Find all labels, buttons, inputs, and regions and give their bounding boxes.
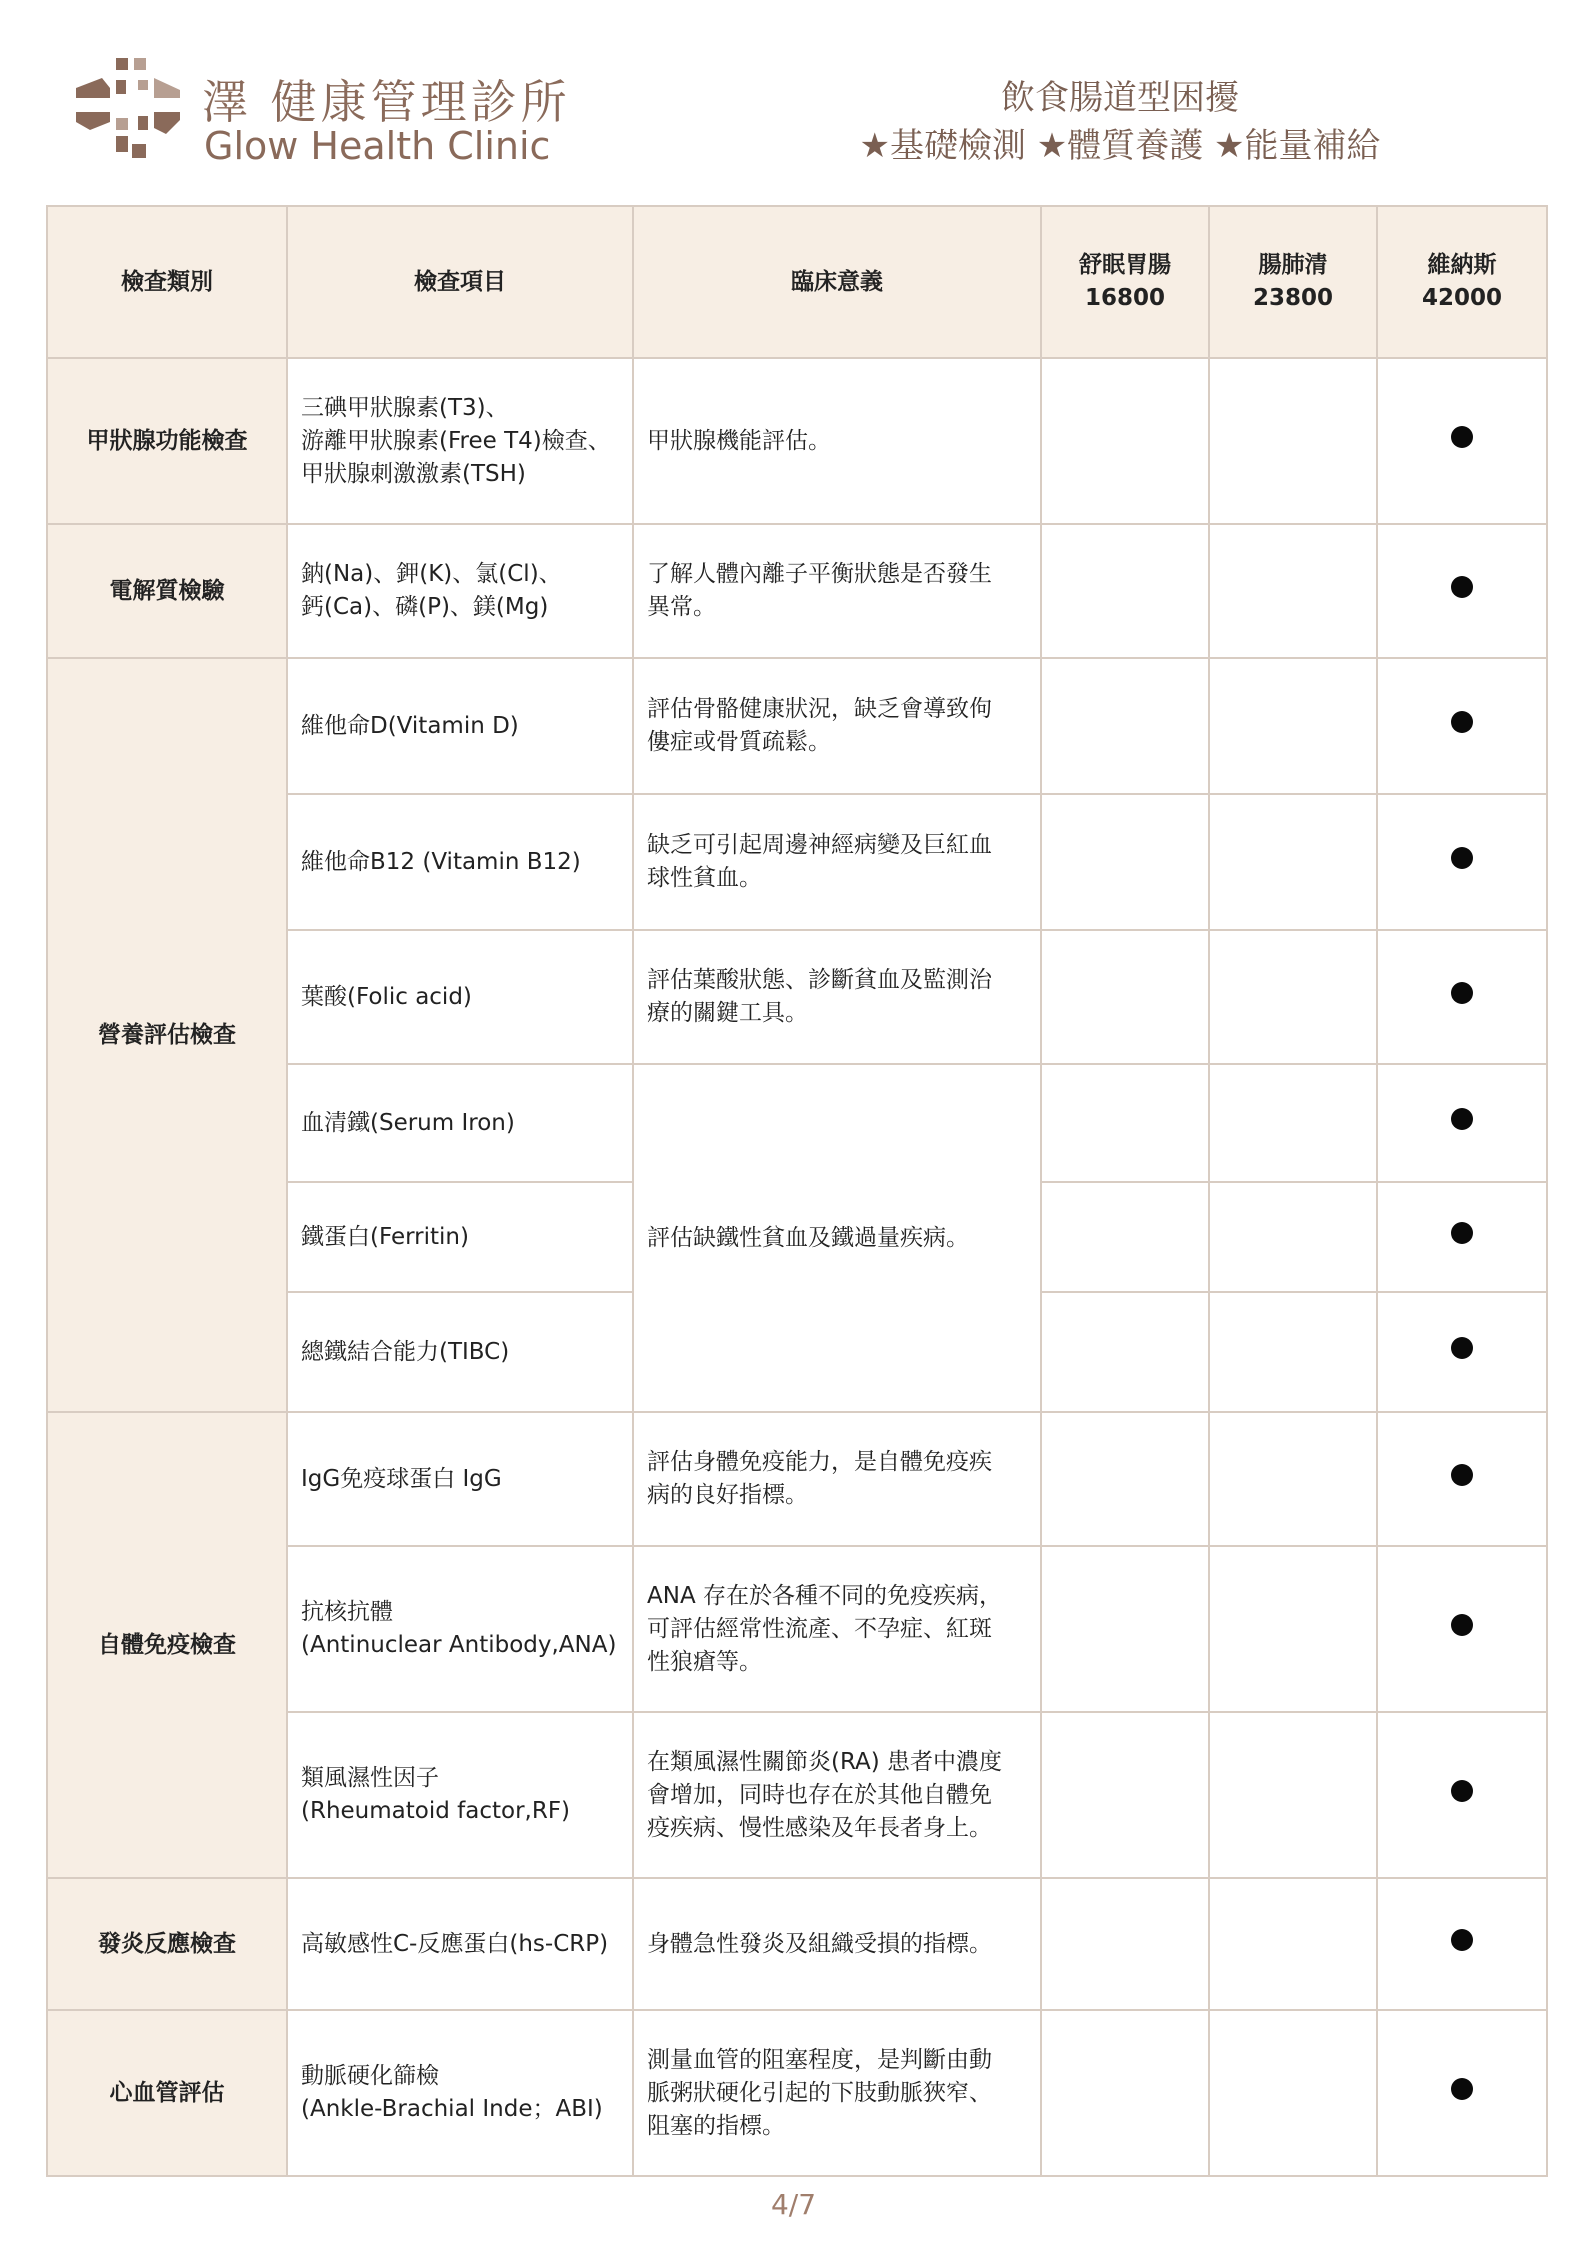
item-line: 類風濕性因子 xyxy=(301,1765,439,1791)
plan-3-cell xyxy=(1377,1292,1547,1412)
meaning-cell xyxy=(633,2010,1041,2176)
item-cell xyxy=(287,1712,633,1878)
plan-2-cell xyxy=(1209,1546,1377,1712)
meaning-cell xyxy=(633,1412,1041,1546)
plan-name: 腸肺清 xyxy=(1258,252,1328,278)
meaning-line: 評估缺鐵性貧血及鐵過量疾病。 xyxy=(647,1224,969,1251)
plan-2-cell xyxy=(1209,1712,1377,1878)
included-dot-icon xyxy=(1451,1614,1473,1636)
item-cell xyxy=(287,1878,633,2010)
item-line: 游離甲狀腺素(Free T4)檢查、 xyxy=(301,427,611,454)
item-line: (Ankle-Brachial Inde；ABI) xyxy=(301,2096,603,2122)
category-cell: 心血管評估 xyxy=(47,2010,287,2176)
table-row xyxy=(47,358,1547,524)
item-line: 維他命B12 (Vitamin B12) xyxy=(301,848,581,875)
meaning-line: 缺乏可引起周邊神經病變及巨紅血 xyxy=(647,832,992,858)
plan-2-cell xyxy=(1209,2010,1377,2176)
meaning-cell xyxy=(633,1064,1041,1412)
plan-1-cell xyxy=(1041,1878,1209,2010)
plan-1-cell xyxy=(1041,1182,1209,1292)
table-header-row xyxy=(47,206,1547,358)
plan-2-cell xyxy=(1209,1064,1377,1182)
item-line: 高敏感性C-反應蛋白(hs-CRP) xyxy=(301,1930,609,1957)
category-cell: 發炎反應檢查 xyxy=(47,1878,287,2010)
plan-3-cell xyxy=(1377,658,1547,794)
col-header-item: 檢查項目 xyxy=(287,206,633,358)
plan-1-cell xyxy=(1041,1412,1209,1546)
included-dot-icon xyxy=(1451,982,1473,1004)
meaning-line: 評估身體免疫能力，是自體免疫疾 xyxy=(647,1449,992,1475)
meaning-cell xyxy=(633,1546,1041,1712)
plan-name: 維納斯 xyxy=(1427,252,1497,278)
item-line: 總鐵結合能力(TIBC) xyxy=(301,1338,510,1365)
meaning-line: 療的關鍵工具。 xyxy=(647,1000,808,1026)
plan-2-cell xyxy=(1209,930,1377,1064)
item-line: 葉酸(Folic acid) xyxy=(301,983,472,1010)
plan-1-cell xyxy=(1041,1064,1209,1182)
item-cell xyxy=(287,930,633,1064)
plan-price: 23800 xyxy=(1252,285,1334,311)
plan-3-cell xyxy=(1377,1182,1547,1292)
included-dot-icon xyxy=(1451,1929,1473,1951)
plan-3-cell xyxy=(1377,2010,1547,2176)
included-dot-icon xyxy=(1451,1222,1473,1244)
col-header-plan-1 xyxy=(1041,206,1209,358)
col-header-plan-2 xyxy=(1209,206,1377,358)
plan-1-cell xyxy=(1041,930,1209,1064)
item-cell xyxy=(287,524,633,658)
included-dot-icon xyxy=(1451,1108,1473,1130)
category-cell: 營養評估檢查 xyxy=(47,658,287,1412)
plan-1-cell xyxy=(1041,524,1209,658)
plan-3-cell xyxy=(1377,930,1547,1064)
plan-3-cell xyxy=(1377,1412,1547,1546)
table-row xyxy=(47,524,1547,658)
plan-1-cell xyxy=(1041,358,1209,524)
plan-2-cell xyxy=(1209,358,1377,524)
clinic-name-en: Glow Health Clinic xyxy=(204,124,551,168)
plan-3-cell xyxy=(1377,1712,1547,1878)
plan-3-cell xyxy=(1377,794,1547,930)
table-row xyxy=(47,2010,1547,2176)
item-cell xyxy=(287,1292,633,1412)
plan-2-cell xyxy=(1209,1412,1377,1546)
meaning-line: 球性貧血。 xyxy=(647,865,762,891)
item-line: (Rheumatoid factor,RF) xyxy=(301,1798,571,1824)
item-cell xyxy=(287,358,633,524)
col-header-meaning: 臨床意義 xyxy=(633,206,1041,358)
item-line: 動脈硬化篩檢 xyxy=(301,2063,439,2089)
clinic-name-zh: 澤 健康管理診所 xyxy=(202,75,571,129)
included-dot-icon xyxy=(1451,576,1473,598)
item-line: 鈉(Na)、鉀(K)、氯(Cl)、 xyxy=(301,561,562,587)
item-line: 鐵蛋白(Ferritin) xyxy=(301,1223,469,1250)
included-dot-icon xyxy=(1451,426,1473,448)
plan-3-cell xyxy=(1377,1878,1547,2010)
item-cell xyxy=(287,1064,633,1182)
meaning-line: 病的良好指標。 xyxy=(647,1482,808,1508)
page-number: 4/7 xyxy=(770,2188,817,2221)
plan-2-cell xyxy=(1209,1292,1377,1412)
plan-3-cell xyxy=(1377,358,1547,524)
meaning-line: 異常。 xyxy=(647,594,716,620)
item-line: IgG免疫球蛋白 IgG xyxy=(301,1465,502,1492)
item-cell xyxy=(287,2010,633,2176)
meaning-line: ANA 存在於各種不同的免疫疾病， xyxy=(647,1582,1002,1609)
included-dot-icon xyxy=(1451,2078,1473,2100)
plan-1-cell xyxy=(1041,1292,1209,1412)
plan-2-cell xyxy=(1209,1878,1377,2010)
included-dot-icon xyxy=(1451,1780,1473,1802)
page-header xyxy=(0,0,1587,200)
included-dot-icon xyxy=(1451,1464,1473,1486)
item-line: 三碘甲狀腺素(T3)、 xyxy=(301,394,509,421)
meaning-line: 可評估經常性流產、不孕症、紅斑 xyxy=(647,1615,992,1642)
table-row xyxy=(47,1412,1547,1546)
meaning-line: 在類風濕性關節炎(RA) 患者中濃度 xyxy=(647,1748,1003,1775)
meaning-cell xyxy=(633,930,1041,1064)
meaning-line: 了解人體內離子平衡狀態是否發生 xyxy=(647,561,992,587)
document-title: 飲食腸道型困擾 xyxy=(1001,78,1239,118)
plan-price: 42000 xyxy=(1421,285,1503,311)
plan-1-cell xyxy=(1041,2010,1209,2176)
meaning-line: 阻塞的指標。 xyxy=(647,2112,785,2139)
item-cell xyxy=(287,1546,633,1712)
item-line: (Antinuclear Antibody,ANA) xyxy=(301,1632,617,1658)
meaning-cell xyxy=(633,1712,1041,1878)
plan-3-cell xyxy=(1377,1546,1547,1712)
meaning-line: 甲狀腺機能評估。 xyxy=(647,427,831,454)
meaning-line: 評估骨骼健康狀況，缺乏會導致佝 xyxy=(647,696,992,722)
meaning-cell xyxy=(633,358,1041,524)
col-header-plan-3 xyxy=(1377,206,1547,358)
table-row xyxy=(47,1878,1547,2010)
plan-2-cell xyxy=(1209,658,1377,794)
item-cell xyxy=(287,1412,633,1546)
item-cell xyxy=(287,794,633,930)
plan-name: 舒眠胃腸 xyxy=(1079,252,1171,278)
plan-2-cell xyxy=(1209,524,1377,658)
meaning-cell xyxy=(633,524,1041,658)
plan-2-cell xyxy=(1209,1182,1377,1292)
category-cell: 甲狀腺功能檢查 xyxy=(47,358,287,524)
meaning-cell xyxy=(633,658,1041,794)
item-line: 鈣(Ca)、磷(P)、鎂(Mg) xyxy=(301,594,549,620)
exam-table xyxy=(46,205,1548,2177)
meaning-line: 脈粥狀硬化引起的下肢動脈狹窄、 xyxy=(647,2079,992,2106)
plan-3-cell xyxy=(1377,524,1547,658)
plan-1-cell xyxy=(1041,1546,1209,1712)
plan-3-cell xyxy=(1377,1064,1547,1182)
item-cell xyxy=(287,1182,633,1292)
meaning-line: 僂症或骨質疏鬆。 xyxy=(647,729,831,755)
item-line: 維他命D(Vitamin D) xyxy=(301,712,519,739)
category-cell: 自體免疫檢查 xyxy=(47,1412,287,1878)
meaning-line: 性狼瘡等。 xyxy=(647,1648,762,1675)
document-subtitle: ★基礎檢測 ★體質養護 ★能量補給 xyxy=(859,126,1381,166)
item-line: 抗核抗體 xyxy=(301,1599,393,1625)
meaning-line: 測量血管的阻塞程度，是判斷由動 xyxy=(647,2046,992,2073)
meaning-line: 疫疾病、慢性感染及年長者身上。 xyxy=(647,1814,992,1841)
meaning-line: 會增加，同時也存在於其他自體免 xyxy=(647,1781,992,1808)
plan-2-cell xyxy=(1209,794,1377,930)
plan-1-cell xyxy=(1041,794,1209,930)
included-dot-icon xyxy=(1451,847,1473,869)
item-line: 甲狀腺刺激激素(TSH) xyxy=(301,460,526,487)
meaning-cell xyxy=(633,794,1041,930)
included-dot-icon xyxy=(1451,711,1473,733)
item-line: 血清鐵(Serum Iron) xyxy=(301,1109,515,1136)
plan-price: 16800 xyxy=(1084,285,1166,311)
meaning-line: 身體急性發炎及組織受損的指標。 xyxy=(647,1930,992,1957)
included-dot-icon xyxy=(1451,1337,1473,1359)
plan-1-cell xyxy=(1041,1712,1209,1878)
item-cell xyxy=(287,658,633,794)
meaning-line: 評估葉酸狀態、診斷貧血及監測治 xyxy=(647,967,992,993)
category-cell: 電解質檢驗 xyxy=(47,524,287,658)
meaning-cell xyxy=(633,1878,1041,2010)
plan-1-cell xyxy=(1041,658,1209,794)
table-row xyxy=(47,658,1547,794)
col-header-category: 檢查類別 xyxy=(47,206,287,358)
clinic-cross-logo-icon xyxy=(76,58,188,170)
